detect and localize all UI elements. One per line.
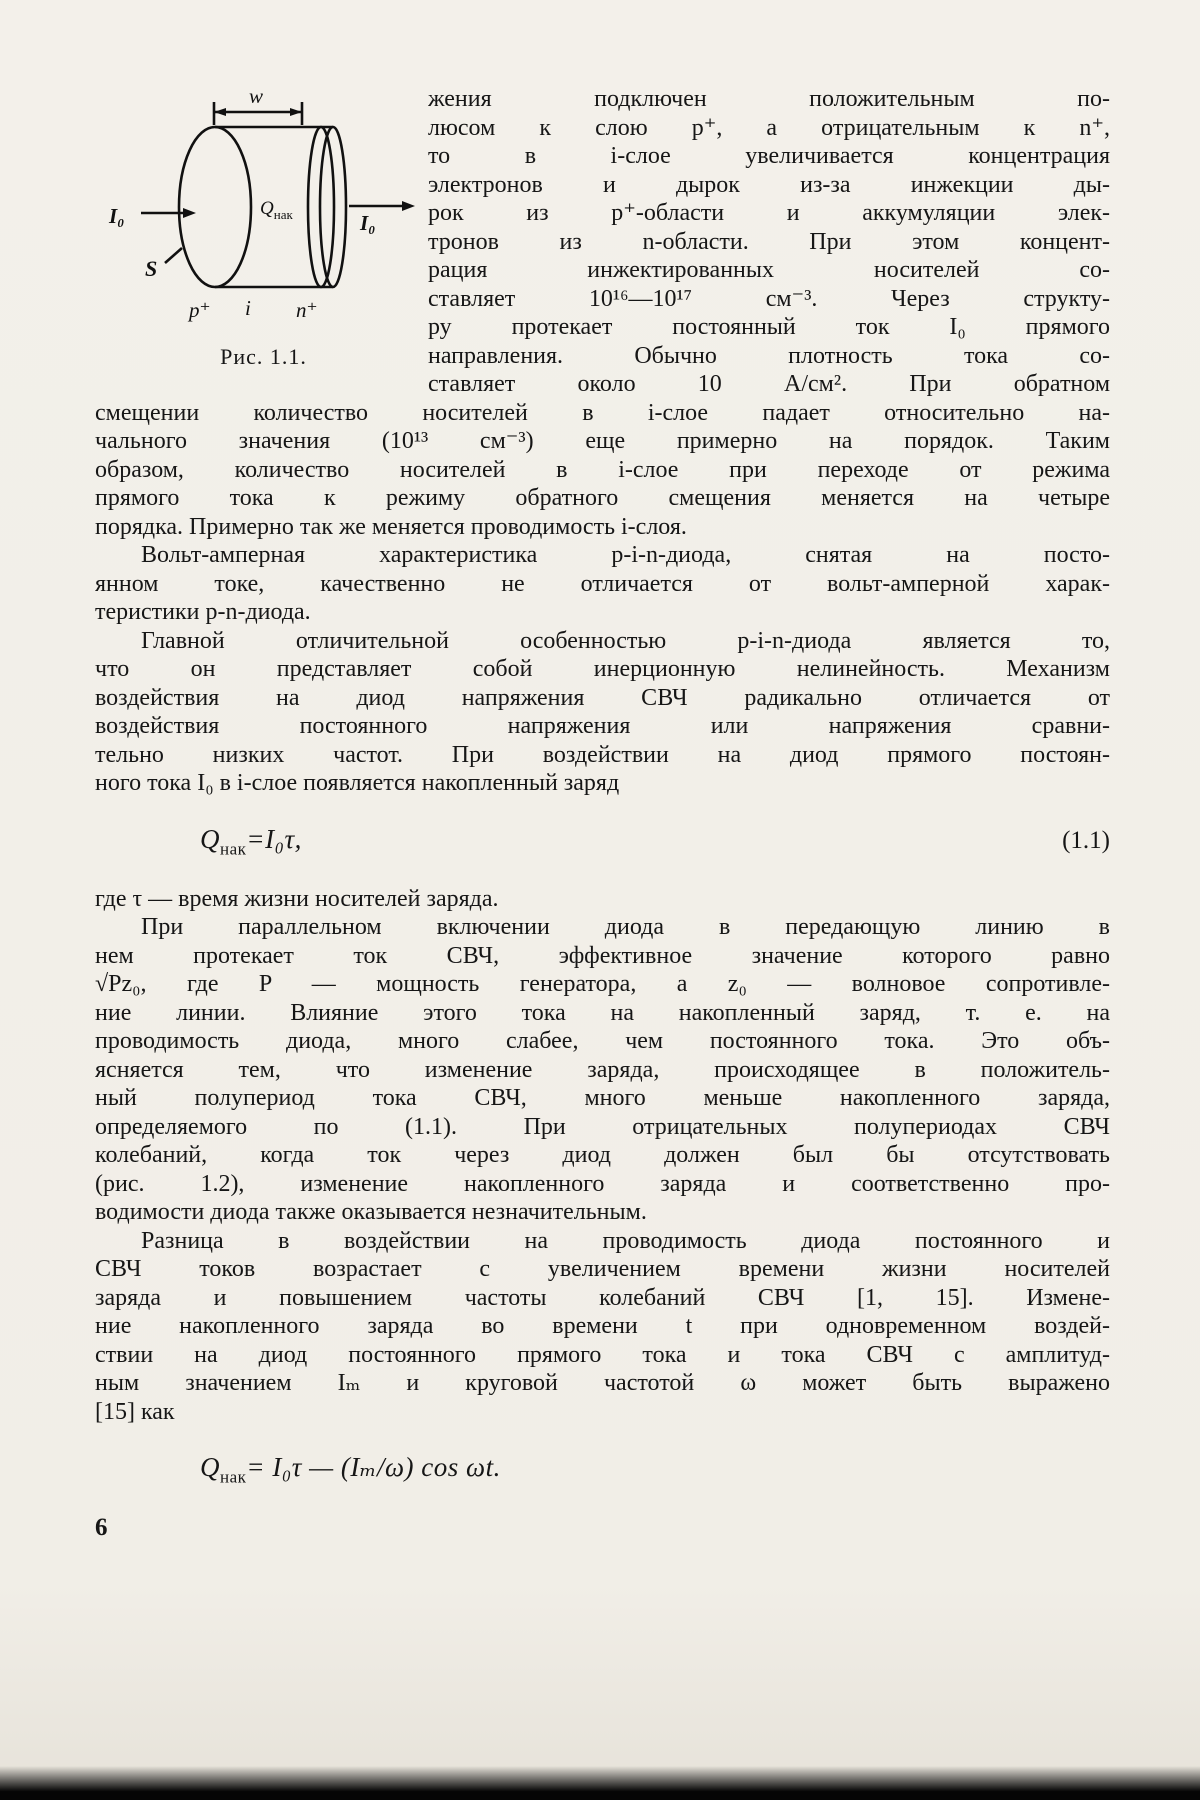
text-line: ный полупериод тока СВЧ, много меньше накопленного заряда, bbox=[95, 1085, 1110, 1112]
text-line: заряда и повышением частоты колебаний СВЧ [1, 15]. Измене- bbox=[95, 1284, 1110, 1311]
text-line: тронов из n-области. При этом концент- bbox=[428, 228, 1110, 255]
text-line: прямого тока к режиму обратного смещения меняется на четыре bbox=[95, 485, 1110, 511]
width-label: w bbox=[249, 85, 264, 108]
stored-charge-label: $Q_{нак}$ bbox=[260, 198, 293, 222]
text-line: Главной отличительной особенностью p-i-n-диода является то, bbox=[141, 627, 1110, 654]
equation-1-1-expression: $Q_{нак}=I_0\tau$, bbox=[200, 823, 302, 858]
text-line: электронов и дырок из-за инжекции ды- bbox=[428, 171, 1110, 198]
equation-1-1-number: (1.1) bbox=[1062, 826, 1110, 854]
equation-final-expression: $Q_{нак}= I_0\tau$ — (Iₘ/ω) cos ωt. bbox=[200, 1452, 501, 1487]
diode-cylinder-diagram bbox=[97, 85, 430, 337]
page-number: 6 bbox=[95, 1513, 108, 1541]
text-line: [15] как bbox=[95, 1398, 175, 1425]
text-line: ным значением Iₘ и круговой частотой ω может быть выражено bbox=[95, 1370, 1110, 1397]
text-line: тельно низких частот. При воздействии на диод прямого постоян- bbox=[95, 741, 1110, 768]
text-line: ние линии. Влияние этого тока на накопленный заряд, т. е. на bbox=[95, 999, 1110, 1026]
cylinder-left-face bbox=[179, 127, 251, 287]
n-region-label: n⁺ bbox=[296, 298, 318, 322]
text-line: ние накопленного заряда во времени t при одновременном воздей- bbox=[95, 1313, 1110, 1340]
text-line: определяемого по (1.1). При отрицательных полупериодах СВЧ bbox=[95, 1113, 1110, 1140]
dimension-arrowhead-left bbox=[214, 108, 226, 116]
text-line: ствии на диод постоянного прямого тока и тока СВЧ с амплитуд- bbox=[95, 1341, 1110, 1368]
area-pointer-line bbox=[165, 248, 182, 263]
text-line: Вольт-амперная характеристика p-i-n-диода, снятая на посто- bbox=[141, 542, 1110, 568]
current-out-arrowhead bbox=[402, 201, 415, 211]
equation-qnak-final bbox=[95, 1452, 1110, 1487]
text-line: нем протекает ток СВЧ, эффективное значение которого равно bbox=[95, 942, 1110, 969]
text-line: смещении количество носителей в i-слое падает относительно на- bbox=[95, 399, 1110, 426]
dimension-arrowhead-right bbox=[290, 108, 302, 116]
i-region-label: i bbox=[245, 296, 251, 320]
area-label: S bbox=[145, 256, 158, 281]
text-line: Разница в воздействии на проводимость диода постоянного и bbox=[141, 1227, 1110, 1254]
text-line: люсом к слою p⁺, а отрицательным к n⁺, bbox=[428, 114, 1110, 141]
text-line: ру протекает постоянный ток I₀ прямого bbox=[428, 314, 1110, 340]
text-line: ясняется тем, что изменение заряда, происходящее в положитель- bbox=[95, 1056, 1110, 1083]
p-region-label: p⁺ bbox=[189, 298, 211, 322]
current-out-label: I₀ bbox=[360, 211, 376, 235]
figure-1-1 bbox=[97, 85, 430, 370]
text-line: При параллельном включении диода в передающую линию в bbox=[141, 914, 1110, 941]
text-line: то в i-слое увеличивается концентрация bbox=[428, 143, 1110, 169]
text-line: направления. Обычно плотность тока со- bbox=[428, 342, 1110, 369]
text-line: (рис. 1.2), изменение накопленного заряда и соответственно про- bbox=[95, 1170, 1110, 1197]
equation-1-1 bbox=[95, 824, 1110, 859]
text-line: жения подключен положительным по- bbox=[428, 86, 1110, 112]
text-line: водимости диода также оказывается незначительным. bbox=[95, 1199, 647, 1226]
text-block-2 bbox=[95, 885, 1110, 1427]
text-line: теристики p-n-диода. bbox=[95, 599, 311, 625]
text-line: СВЧ токов возрастает с увеличением времени жизни носителей bbox=[95, 1256, 1110, 1283]
text-line: где τ — время жизни носителей заряда. bbox=[95, 885, 499, 912]
current-in-label: I₀ bbox=[109, 204, 125, 228]
text-line: воздействия на диод напряжения СВЧ радикально отличается от bbox=[95, 684, 1110, 711]
text-line: что он представляет собой инерционную нелинейность. Механизм bbox=[95, 656, 1110, 682]
current-in-arrowhead bbox=[183, 208, 196, 218]
text-line: чального значения (10¹³ см⁻³) еще примерно на порядок. Таким bbox=[95, 428, 1110, 454]
text-line: рок из p⁺-области и аккумуляции элек- bbox=[428, 200, 1110, 226]
text-line: √Pz₀, где P — мощность генератора, а z₀ — волновое сопротивле- bbox=[95, 971, 1110, 998]
text-line: образом, количество носителей в i-слое при переходе от режима bbox=[95, 456, 1110, 483]
scan-bottom-edge bbox=[0, 1766, 1200, 1800]
text-line: рация инжектированных носителей со- bbox=[428, 257, 1110, 283]
text-line: ставляет около 10 А/см². При обратном bbox=[428, 371, 1110, 397]
figure-caption: Рис. 1.1. bbox=[220, 344, 307, 369]
text-line: воздействия постоянного напряжения или напряжения сравни- bbox=[95, 713, 1110, 739]
text-line: янном токе, качественно не отличается от вольт-амперной харак- bbox=[95, 570, 1110, 597]
text-line: ного тока I₀ в i-слое появляется накопленный заряд bbox=[95, 770, 620, 796]
page-content bbox=[95, 85, 1110, 1542]
text-line: ставляет 10¹⁶—10¹⁷ см⁻³. Через структу- bbox=[428, 285, 1110, 312]
text-line: колебаний, когда ток через диод должен был бы отсутствовать bbox=[95, 1142, 1110, 1169]
text-line: порядка. Примерно так же меняется проводимость i-слоя. bbox=[95, 513, 687, 540]
text-line: проводимость диода, много слабее, чем постоянного тока. Это объ- bbox=[95, 1028, 1110, 1055]
